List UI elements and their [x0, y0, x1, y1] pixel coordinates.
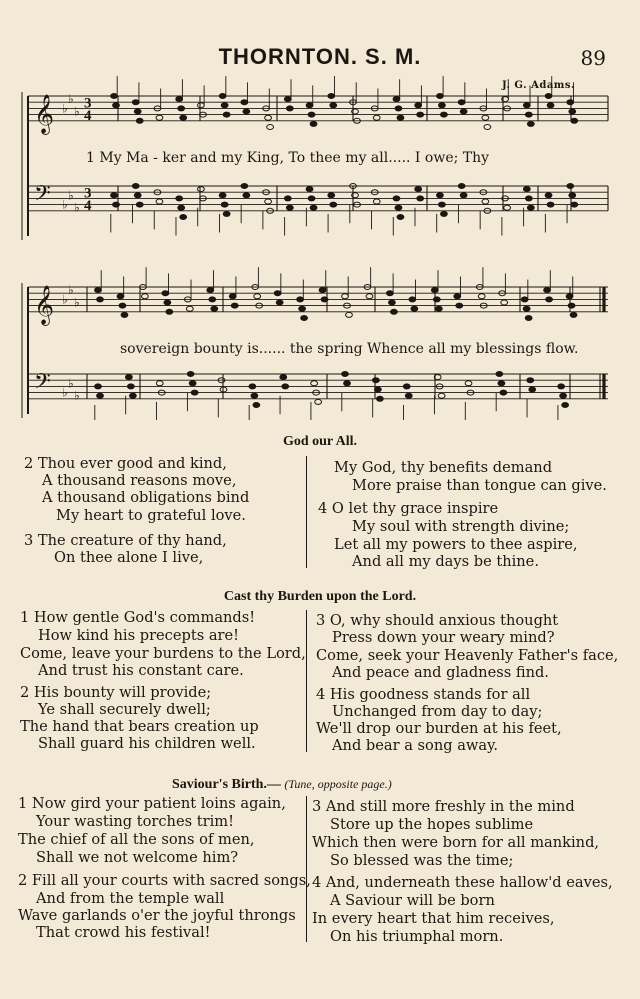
- notehead: [346, 312, 353, 317]
- notehead: [571, 118, 578, 123]
- stanza-line: Your wasting torches trim!: [36, 813, 234, 830]
- notehead: [134, 193, 141, 198]
- notehead: [465, 381, 472, 386]
- notehead: [180, 215, 187, 220]
- notehead: [387, 291, 394, 296]
- stanza-line: 3 The creature of thy hand,: [24, 532, 227, 549]
- notehead: [393, 97, 400, 102]
- stanza-line: A thousand obligations bind: [42, 489, 250, 506]
- notehead: [229, 294, 236, 299]
- notehead: [219, 193, 226, 198]
- notehead: [374, 387, 381, 392]
- notehead: [306, 103, 313, 108]
- notehead: [111, 193, 118, 198]
- stanza-line: So blessed was the time;: [330, 852, 514, 869]
- notehead: [191, 390, 198, 395]
- notehead: [223, 211, 230, 216]
- notehead: [178, 106, 185, 111]
- notehead: [121, 312, 128, 317]
- notehead: [134, 109, 141, 114]
- stanza-line: My God, thy benefits demand: [334, 459, 553, 476]
- stanza-line: That crowd his festival!: [36, 924, 211, 941]
- music-lyric-line-2: sovereign bounty is...... the spring Whence all my blessings flow.: [120, 341, 579, 357]
- stanza-line: On his triumphal morn.: [330, 928, 504, 945]
- notehead: [389, 300, 396, 305]
- stanza-line: And all my days be thine.: [352, 553, 539, 570]
- notehead: [267, 125, 274, 130]
- notehead: [482, 115, 489, 120]
- notehead: [501, 300, 508, 305]
- notehead: [280, 375, 287, 380]
- flat-sign: ♭: [68, 376, 74, 391]
- notehead: [315, 399, 322, 404]
- flat-sign: ♭: [74, 388, 80, 403]
- notehead: [525, 316, 532, 321]
- stanza-line: Store up the hopes sublime: [330, 816, 534, 833]
- notehead: [460, 109, 467, 114]
- stanza-line: Come, seek your Heavenly Father's face,: [316, 647, 619, 664]
- notehead: [97, 297, 104, 302]
- stanza-line: A Saviour will be born: [330, 892, 495, 909]
- notehead: [567, 184, 574, 189]
- notehead: [251, 393, 258, 398]
- notehead: [142, 294, 149, 299]
- notehead: [282, 384, 289, 389]
- notehead: [545, 193, 552, 198]
- treble-clef-icon: 𝄞: [34, 93, 55, 134]
- stanza-line: The chief of all the sons of men,: [18, 831, 255, 848]
- notehead: [527, 378, 534, 383]
- stanza-line: In every heart that him receives,: [312, 910, 555, 927]
- notehead: [125, 375, 132, 380]
- notehead: [221, 103, 228, 108]
- stanza-line: 4 His goodness stands for all: [316, 686, 531, 703]
- notehead: [164, 300, 171, 305]
- notehead: [95, 288, 102, 293]
- notehead: [301, 316, 308, 321]
- notehead: [566, 294, 573, 299]
- notehead: [241, 184, 248, 189]
- flat-sign: ♭: [68, 188, 74, 203]
- notehead: [286, 205, 293, 210]
- stanza-line: Press down your weary mind?: [332, 629, 555, 646]
- notehead: [372, 378, 379, 383]
- notehead: [211, 306, 218, 311]
- notehead: [417, 196, 424, 201]
- notehead: [478, 294, 485, 299]
- notehead: [415, 187, 422, 192]
- notehead: [496, 372, 503, 377]
- notehead: [265, 115, 272, 120]
- notehead: [417, 112, 424, 117]
- notehead: [482, 199, 489, 204]
- notehead: [286, 106, 293, 111]
- notehead: [458, 184, 465, 189]
- notehead: [306, 187, 313, 192]
- notehead: [570, 312, 577, 317]
- treble-clef-icon: 𝄞: [34, 284, 55, 325]
- notehead: [113, 103, 120, 108]
- column-divider: [306, 796, 307, 942]
- stanza-line: Come, leave your burdens to the Lord,: [20, 645, 306, 662]
- notehead: [409, 297, 416, 302]
- notehead: [274, 291, 281, 296]
- notehead: [189, 381, 196, 386]
- music-notation: [0, 0, 640, 420]
- notehead: [456, 303, 463, 308]
- notehead: [441, 211, 448, 216]
- notehead: [547, 202, 554, 207]
- stanza-line: My soul with strength divine;: [352, 518, 570, 535]
- stanza-line: Ye shall securely dwell;: [38, 701, 211, 718]
- notehead: [567, 100, 574, 105]
- notehead: [441, 112, 448, 117]
- stanza-line: 2 Thou ever good and kind,: [24, 455, 227, 472]
- notehead: [254, 294, 261, 299]
- notehead: [435, 306, 442, 311]
- notehead: [127, 384, 134, 389]
- stanza-line: And trust his constant care.: [38, 662, 244, 679]
- column-divider: [306, 456, 307, 568]
- notehead: [431, 288, 438, 293]
- notehead: [546, 297, 553, 302]
- notehead: [310, 121, 317, 126]
- hymn-heading-cast-thy-burden: Cast thy Burden upon the Lord.: [223, 589, 417, 604]
- notehead: [458, 100, 465, 105]
- notehead: [395, 205, 402, 210]
- notehead: [166, 309, 173, 314]
- bass-clef-icon: 𝄢: [34, 369, 51, 400]
- flat-sign: ♭: [68, 283, 74, 298]
- notehead: [569, 109, 576, 114]
- notehead: [397, 215, 404, 220]
- notehead: [411, 306, 418, 311]
- flat-sign: ♭: [62, 292, 68, 307]
- notehead: [393, 196, 400, 201]
- notehead: [186, 306, 193, 311]
- notehead: [521, 297, 528, 302]
- notehead: [219, 94, 226, 99]
- notehead: [498, 381, 505, 386]
- flat-sign: ♭: [62, 197, 68, 212]
- stanza-line: 2 Fill all your courts with sacred songs,: [18, 872, 311, 889]
- page-number: 89: [580, 46, 606, 70]
- notehead: [439, 202, 446, 207]
- notehead: [308, 196, 315, 201]
- notehead: [97, 393, 104, 398]
- notehead: [328, 193, 335, 198]
- notehead: [198, 103, 205, 108]
- flat-sign: ♭: [62, 101, 68, 116]
- notehead: [119, 303, 126, 308]
- notehead: [330, 103, 337, 108]
- bass-clef-icon: 𝄢: [34, 181, 51, 212]
- notehead: [129, 393, 136, 398]
- stanza-line: The hand that bears creation up: [20, 718, 259, 735]
- notehead: [437, 193, 444, 198]
- notehead: [437, 94, 444, 99]
- notehead: [176, 97, 183, 102]
- stanza-line: 2 His bounty will provide;: [20, 684, 212, 701]
- notehead: [328, 94, 335, 99]
- notehead: [568, 303, 575, 308]
- notehead: [391, 309, 398, 314]
- stanza-line: And peace and gladness find.: [332, 664, 549, 681]
- notehead: [209, 297, 216, 302]
- notehead: [308, 112, 315, 117]
- notehead: [460, 193, 467, 198]
- notehead: [342, 372, 349, 377]
- notehead: [439, 103, 446, 108]
- notehead: [176, 196, 183, 201]
- notehead: [253, 403, 260, 408]
- stanza-line: Shall we not welcome him?: [36, 849, 239, 866]
- notehead: [117, 294, 124, 299]
- notehead: [223, 112, 230, 117]
- stanza-line: 4 And, underneath these hallow'd eaves,: [312, 874, 613, 891]
- flat-sign: ♭: [68, 92, 74, 107]
- flat-sign: ♭: [74, 104, 80, 119]
- notehead: [558, 384, 565, 389]
- stanza-line: Which then were born for all mankind,: [312, 834, 600, 851]
- notehead: [319, 288, 326, 293]
- notehead: [525, 112, 532, 117]
- notehead: [527, 121, 534, 126]
- hymn-heading-god-our-all: God our All.: [282, 434, 358, 449]
- hymn-heading-saviours-birth: [172, 777, 392, 793]
- stanza-line: 3 And still more freshly in the mind: [312, 798, 575, 815]
- notehead: [187, 372, 194, 377]
- stanza-line: Unchanged from day to day;: [332, 703, 543, 720]
- notehead: [276, 300, 283, 305]
- notehead: [527, 205, 534, 210]
- hymn-title: Saviour's Birth.—: [172, 777, 281, 792]
- stanza-line: On thee alone I live,: [54, 549, 204, 566]
- notehead: [454, 294, 461, 299]
- stanza-line: How kind his precepts are!: [38, 627, 240, 644]
- flat-sign: ♭: [74, 295, 80, 310]
- time-signature: 3: [84, 95, 92, 112]
- notehead: [544, 288, 551, 293]
- notehead: [297, 297, 304, 302]
- notehead: [433, 297, 440, 302]
- notehead: [560, 393, 567, 398]
- stanza-line: 4 O let thy grace inspire: [318, 500, 499, 517]
- hymn-tune-title: THORNTON. S. M.: [218, 44, 422, 69]
- flat-sign: ♭: [74, 200, 80, 215]
- notehead: [484, 125, 491, 130]
- notehead: [500, 390, 507, 395]
- stanza-line: And from the temple wall: [36, 890, 225, 907]
- notehead: [525, 196, 532, 201]
- notehead: [321, 297, 328, 302]
- notehead: [571, 202, 578, 207]
- notehead: [243, 109, 250, 114]
- notehead: [178, 205, 185, 210]
- notehead: [136, 202, 143, 207]
- notehead: [523, 187, 530, 192]
- music-lyric-line-1: 1 My Ma - ker and my King, To thee my all..... I owe; Thy: [86, 150, 490, 166]
- notehead: [156, 115, 163, 120]
- notehead: [569, 193, 576, 198]
- notehead: [198, 187, 205, 192]
- composer-credit: J. G. Adams.: [502, 80, 575, 91]
- notehead: [344, 381, 351, 386]
- notehead: [156, 199, 163, 204]
- notehead: [95, 384, 102, 389]
- notehead: [132, 100, 139, 105]
- stanza-line: More praise than tongue can give.: [352, 477, 607, 494]
- notehead: [310, 205, 317, 210]
- notehead: [397, 115, 404, 120]
- notehead: [241, 100, 248, 105]
- notehead: [299, 306, 306, 311]
- stanza-line: A thousand reasons move,: [42, 472, 237, 489]
- notehead: [111, 94, 118, 99]
- notehead: [523, 103, 530, 108]
- notehead: [373, 115, 380, 120]
- notehead: [113, 202, 120, 207]
- notehead: [504, 205, 511, 210]
- notehead: [284, 196, 291, 201]
- stanza-line: 3 O, why should anxious thought: [316, 612, 559, 629]
- notehead: [395, 106, 402, 111]
- notehead: [162, 291, 169, 296]
- notehead: [547, 103, 554, 108]
- stanza-line: Shall guard his children well.: [38, 735, 256, 752]
- notehead: [403, 384, 410, 389]
- flat-sign: ♭: [62, 385, 68, 400]
- stanza-line: My heart to grateful love.: [56, 507, 246, 524]
- notehead: [342, 294, 349, 299]
- column-divider: [306, 610, 307, 752]
- notehead: [265, 199, 272, 204]
- notehead: [311, 381, 318, 386]
- notehead: [207, 288, 214, 293]
- notehead: [529, 387, 536, 392]
- notehead: [523, 306, 530, 311]
- stanza-line: 1 How gentle God's commands!: [20, 609, 256, 626]
- notehead: [156, 381, 163, 386]
- time-signature: 3: [84, 185, 92, 202]
- notehead: [562, 403, 569, 408]
- notehead: [415, 103, 422, 108]
- notehead: [438, 393, 445, 398]
- stanza-line: Let all my powers to thee aspire,: [334, 536, 578, 553]
- notehead: [180, 115, 187, 120]
- time-signature: 4: [84, 107, 92, 124]
- notehead: [249, 384, 256, 389]
- notehead: [221, 202, 228, 207]
- tune-reference: (Tune, opposite page.): [284, 777, 392, 791]
- stanza-line: 1 Now gird your patient loins again,: [18, 795, 286, 812]
- stanza-line: Wave garlands o'er the joyful throngs: [18, 907, 296, 924]
- notehead: [545, 94, 552, 99]
- notehead: [136, 118, 143, 123]
- notehead: [330, 202, 337, 207]
- notehead: [405, 393, 412, 398]
- stanza-line: And bear a song away.: [332, 737, 499, 754]
- notehead: [366, 294, 373, 299]
- notehead: [376, 396, 383, 401]
- notehead: [231, 303, 238, 308]
- time-signature: 4: [84, 197, 92, 214]
- stanza-line: We'll drop our burden at his feet,: [316, 720, 562, 737]
- notehead: [373, 199, 380, 204]
- notehead: [132, 184, 139, 189]
- notehead: [284, 97, 291, 102]
- notehead: [243, 193, 250, 198]
